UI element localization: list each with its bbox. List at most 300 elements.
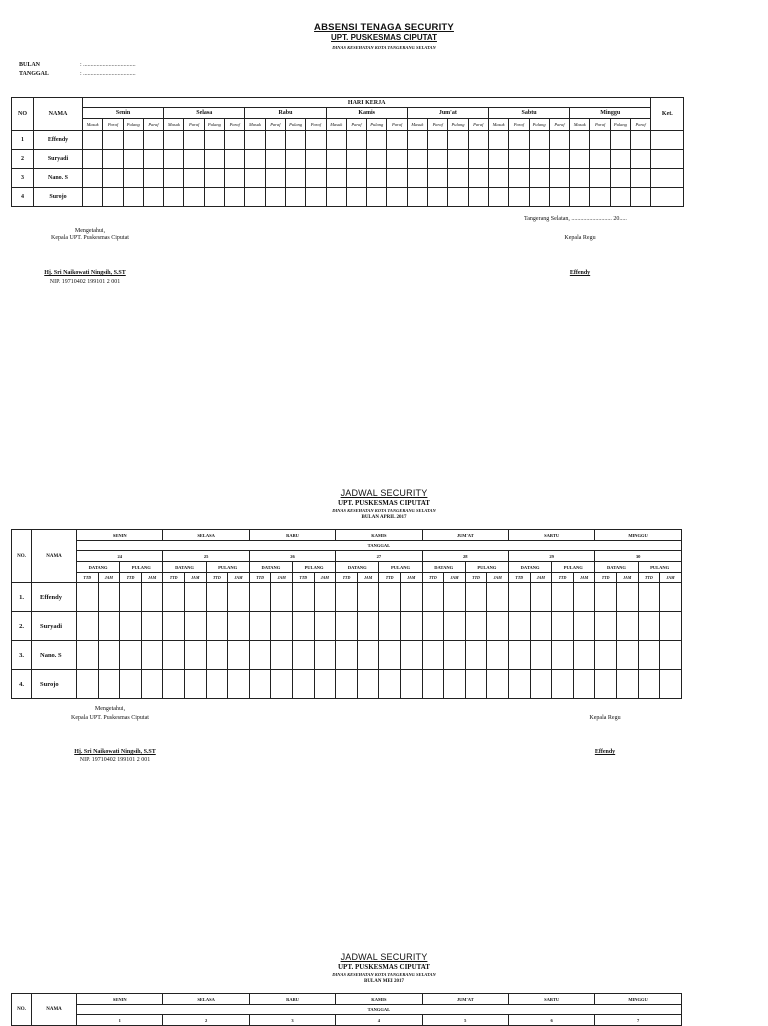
schedule-cell[interactable] <box>660 641 682 670</box>
schedule-cell[interactable] <box>638 612 660 641</box>
schedule-cell[interactable] <box>141 583 163 612</box>
attendance-cell[interactable] <box>123 150 143 169</box>
schedule-cell[interactable] <box>508 641 530 670</box>
attendance-cell[interactable] <box>509 169 529 188</box>
attendance-cell[interactable] <box>570 188 590 207</box>
attendance-cell[interactable] <box>326 131 346 150</box>
schedule-cell[interactable] <box>98 612 120 641</box>
attendance-cell[interactable] <box>164 131 184 150</box>
attendance-cell[interactable] <box>590 169 610 188</box>
ttd-header: TTD <box>422 573 444 583</box>
schedule-cell[interactable] <box>77 583 99 612</box>
schedule-cell[interactable] <box>638 583 660 612</box>
schedule-cell[interactable] <box>271 583 293 612</box>
attendance-cell[interactable] <box>549 169 569 188</box>
schedule-cell[interactable] <box>141 670 163 699</box>
schedule-cell[interactable] <box>163 670 185 699</box>
schedule-cell[interactable] <box>573 612 595 641</box>
attendance-cell[interactable] <box>590 150 610 169</box>
schedule-cell[interactable] <box>314 641 336 670</box>
attendance-cell[interactable] <box>529 131 549 150</box>
date-header: 29 <box>508 551 594 562</box>
schedule-cell[interactable] <box>444 583 466 612</box>
attendance-cell[interactable] <box>184 131 204 150</box>
schedule-cell[interactable] <box>336 670 358 699</box>
schedule-cell[interactable] <box>292 670 314 699</box>
schedule-cell[interactable] <box>573 641 595 670</box>
schedule-cell[interactable] <box>595 612 617 641</box>
attendance-cell[interactable] <box>306 188 326 207</box>
datang-header: DATANG <box>249 562 292 573</box>
schedule-cell[interactable] <box>98 670 120 699</box>
attendance-cell[interactable] <box>225 169 245 188</box>
schedule-cell[interactable] <box>98 583 120 612</box>
attendance-cell[interactable] <box>529 188 549 207</box>
sign-right-name: Effendy <box>569 270 591 276</box>
attendance-cell[interactable] <box>367 169 387 188</box>
sub-header: Masuk <box>326 119 346 131</box>
day-header: Sabtu <box>488 108 569 119</box>
attendance-cell[interactable] <box>143 150 163 169</box>
schedule3-title: JADWAL SECURITY <box>340 952 428 962</box>
schedule-cell[interactable] <box>184 641 206 670</box>
schedule-cell[interactable] <box>336 583 358 612</box>
datang-header: DATANG <box>595 562 638 573</box>
schedule-cell[interactable] <box>444 641 466 670</box>
attendance-cell[interactable] <box>83 150 103 169</box>
row-no: 1. <box>12 583 32 612</box>
attendance-cell[interactable] <box>610 150 630 169</box>
date-header: 1 <box>77 1015 163 1026</box>
date-header: 24 <box>77 551 163 562</box>
attendance-cell[interactable] <box>367 131 387 150</box>
sub-header: Paraf <box>631 119 651 131</box>
attendance-cell[interactable] <box>488 150 508 169</box>
schedule-cell[interactable] <box>573 583 595 612</box>
sub-header: Masuk <box>245 119 265 131</box>
schedule-cell[interactable] <box>508 583 530 612</box>
attendance-cell[interactable] <box>103 150 123 169</box>
schedule-cell[interactable] <box>206 641 228 670</box>
field-tanggal-label: TANGGAL <box>19 71 49 77</box>
attendance-cell[interactable] <box>123 169 143 188</box>
sub-header: Pulang <box>610 119 630 131</box>
col-no-header: NO. <box>12 530 32 583</box>
attendance-cell[interactable] <box>306 131 326 150</box>
schedule-subtitle: UPT. PUSKESMAS CIPUTAT <box>338 499 430 507</box>
day-header: Senin <box>83 108 164 119</box>
jam-header: JAM <box>228 573 250 583</box>
schedule-cell[interactable] <box>141 612 163 641</box>
schedule-cell[interactable] <box>616 612 638 641</box>
attendance-cell[interactable] <box>387 188 407 207</box>
attendance-cell[interactable] <box>164 169 184 188</box>
attendance-cell[interactable] <box>143 188 163 207</box>
schedule-cell[interactable] <box>357 641 379 670</box>
schedule-cell[interactable] <box>184 612 206 641</box>
schedule-cell[interactable] <box>487 670 509 699</box>
schedule-cell[interactable] <box>530 641 552 670</box>
attendance-cell[interactable] <box>468 169 488 188</box>
schedule-cell[interactable] <box>379 641 401 670</box>
schedule-cell[interactable] <box>163 641 185 670</box>
jam-header: JAM <box>400 573 422 583</box>
day-header: SABTU <box>508 530 594 541</box>
schedule-cell[interactable] <box>595 641 617 670</box>
sub-header: Pulang <box>367 119 387 131</box>
pulang-header: PULANG <box>292 562 335 573</box>
col-nama-header: NAMA <box>32 994 77 1026</box>
field-bulan-label: BULAN <box>19 62 41 68</box>
schedule-cell[interactable] <box>314 612 336 641</box>
schedule-cell[interactable] <box>552 670 574 699</box>
attendance-cell[interactable] <box>265 150 285 169</box>
schedule-cell[interactable] <box>530 612 552 641</box>
attendance-cell[interactable] <box>123 188 143 207</box>
ttd-header: TTD <box>249 573 271 583</box>
sub-header: Pulang <box>529 119 549 131</box>
schedule-cell[interactable] <box>530 670 552 699</box>
sub-header: Pulang <box>448 119 468 131</box>
ttd-header: TTD <box>638 573 660 583</box>
attendance-cell[interactable] <box>468 131 488 150</box>
schedule-title: JADWAL SECURITY <box>340 488 428 498</box>
jam-header: JAM <box>487 573 509 583</box>
schedule3-agency: DINAS KESEHATAN KOTA TANGERANG SELATAN <box>332 972 436 977</box>
attendance-cell[interactable] <box>631 150 651 169</box>
attendance-cell[interactable] <box>570 131 590 150</box>
pulang-header: PULANG <box>120 562 163 573</box>
attendance-cell[interactable] <box>529 169 549 188</box>
schedule-cell[interactable] <box>465 641 487 670</box>
schedule-cell[interactable] <box>184 670 206 699</box>
schedule-cell[interactable] <box>379 612 401 641</box>
attendance-cell[interactable] <box>387 150 407 169</box>
attendance-cell[interactable] <box>387 169 407 188</box>
attendance-cell[interactable] <box>468 150 488 169</box>
table-row <box>12 583 682 612</box>
attendance-cell[interactable] <box>367 150 387 169</box>
schedule-cell[interactable] <box>336 612 358 641</box>
attendance-cell[interactable] <box>590 131 610 150</box>
attendance-cell[interactable] <box>285 169 305 188</box>
schedule-cell[interactable] <box>660 670 682 699</box>
schedule-cell[interactable] <box>465 583 487 612</box>
attendance-cell[interactable] <box>285 150 305 169</box>
attendance-cell[interactable] <box>367 188 387 207</box>
attendance-cell[interactable] <box>143 169 163 188</box>
sub-header: Paraf <box>184 119 204 131</box>
schedule-cell[interactable] <box>487 641 509 670</box>
schedule-cell[interactable] <box>595 583 617 612</box>
schedule-cell[interactable] <box>271 641 293 670</box>
ket-cell[interactable] <box>651 188 684 207</box>
schedule-cell[interactable] <box>292 612 314 641</box>
pulang-header: PULANG <box>638 562 681 573</box>
attendance-cell[interactable] <box>265 188 285 207</box>
field-tanggal-value: : ................................... <box>80 71 136 77</box>
row-no: 3. <box>12 641 32 670</box>
attendance-cell[interactable] <box>346 131 366 150</box>
schedule-cell[interactable] <box>184 583 206 612</box>
schedule-cell[interactable] <box>400 641 422 670</box>
schedule-cell[interactable] <box>249 641 271 670</box>
attendance-cell[interactable] <box>245 169 265 188</box>
schedule-cell[interactable] <box>465 612 487 641</box>
attendance-cell[interactable] <box>488 169 508 188</box>
schedule-cell[interactable] <box>228 612 250 641</box>
attendance-cell[interactable] <box>610 169 630 188</box>
schedule-cell[interactable] <box>120 641 142 670</box>
attendance-cell[interactable] <box>610 131 630 150</box>
attendance-cell[interactable] <box>265 169 285 188</box>
attendance-cell[interactable] <box>204 188 224 207</box>
attendance-cell[interactable] <box>509 150 529 169</box>
attendance-cell[interactable] <box>509 188 529 207</box>
attendance-cell[interactable] <box>509 131 529 150</box>
attendance-cell[interactable] <box>285 188 305 207</box>
sub-header: Pulang <box>123 119 143 131</box>
attendance-cell[interactable] <box>448 150 468 169</box>
ttd-header: TTD <box>163 573 185 583</box>
ket-cell[interactable] <box>651 131 684 150</box>
schedule-cell[interactable] <box>314 670 336 699</box>
col-no-header: NO <box>12 98 34 131</box>
ket-cell[interactable] <box>651 150 684 169</box>
attendance-cell[interactable] <box>143 131 163 150</box>
schedule-cell[interactable] <box>660 612 682 641</box>
schedule-cell[interactable] <box>638 670 660 699</box>
datang-header: DATANG <box>422 562 465 573</box>
attendance-cell[interactable] <box>346 169 366 188</box>
ttd-header: TTD <box>77 573 99 583</box>
attendance-cell[interactable] <box>488 188 508 207</box>
schedule-cell[interactable] <box>249 583 271 612</box>
attendance-cell[interactable] <box>428 150 448 169</box>
sub-header: Paraf <box>265 119 285 131</box>
day-header: MINGGU <box>595 530 681 541</box>
attendance-cell[interactable] <box>407 188 427 207</box>
attendance-cell[interactable] <box>346 188 366 207</box>
schedule-cell[interactable] <box>552 641 574 670</box>
schedule-cell[interactable] <box>77 612 99 641</box>
attendance-cell[interactable] <box>306 169 326 188</box>
attendance-cell[interactable] <box>103 131 123 150</box>
schedule-cell[interactable] <box>357 583 379 612</box>
attendance-cell[interactable] <box>245 150 265 169</box>
attendance-cell[interactable] <box>570 169 590 188</box>
schedule-cell[interactable] <box>422 612 444 641</box>
attendance-cell[interactable] <box>428 131 448 150</box>
attendance-cell[interactable] <box>306 150 326 169</box>
datang-header: DATANG <box>77 562 120 573</box>
schedule-cell[interactable] <box>98 641 120 670</box>
jam-header: JAM <box>573 573 595 583</box>
schedule-cell[interactable] <box>400 670 422 699</box>
row-no: 4. <box>12 670 32 699</box>
attendance-cell[interactable] <box>123 131 143 150</box>
schedule-cell[interactable] <box>228 583 250 612</box>
schedule3-subtitle: UPT. PUSKESMAS CIPUTAT <box>338 963 430 971</box>
schedule-cell[interactable] <box>487 612 509 641</box>
attendance-cell[interactable] <box>184 169 204 188</box>
schedule-cell[interactable] <box>616 583 638 612</box>
attendance-cell[interactable] <box>346 150 366 169</box>
day-header: JUM'AT <box>422 994 508 1005</box>
schedule-cell[interactable] <box>573 670 595 699</box>
attendance-cell[interactable] <box>103 188 123 207</box>
schedule-cell[interactable] <box>422 583 444 612</box>
attendance-cell[interactable] <box>326 169 346 188</box>
attendance-cell[interactable] <box>631 131 651 150</box>
schedule-cell[interactable] <box>120 612 142 641</box>
schedule-cell[interactable] <box>465 670 487 699</box>
schedule-cell[interactable] <box>616 641 638 670</box>
schedule-cell[interactable] <box>357 670 379 699</box>
schedule-cell[interactable] <box>249 612 271 641</box>
schedule-cell[interactable] <box>422 641 444 670</box>
table-row <box>12 670 682 699</box>
attendance-cell[interactable] <box>164 150 184 169</box>
attendance-cell[interactable] <box>326 150 346 169</box>
doc-agency: DINAS KESEHATAN KOTA TANGERANG SELATAN <box>332 45 436 50</box>
schedule-cell[interactable] <box>120 583 142 612</box>
attendance-cell[interactable] <box>285 131 305 150</box>
attendance-cell[interactable] <box>448 188 468 207</box>
attendance-cell[interactable] <box>529 150 549 169</box>
row-no: 3 <box>12 169 34 188</box>
schedule-cell[interactable] <box>141 641 163 670</box>
attendance-cell[interactable] <box>590 188 610 207</box>
attendance-cell[interactable] <box>184 188 204 207</box>
sign2-right-name: Effendy <box>594 749 616 755</box>
schedule-cell[interactable] <box>249 670 271 699</box>
attendance-cell[interactable] <box>428 169 448 188</box>
attendance-cell[interactable] <box>570 150 590 169</box>
attendance-cell[interactable] <box>387 131 407 150</box>
attendance-cell[interactable] <box>468 188 488 207</box>
sub-header: Paraf <box>225 119 245 131</box>
attendance-cell[interactable] <box>103 169 123 188</box>
attendance-cell[interactable] <box>407 169 427 188</box>
sign2-left-nip: NIP. 19710402 199101 2 001 <box>79 757 151 763</box>
schedule-cell[interactable] <box>228 641 250 670</box>
attendance-cell[interactable] <box>428 188 448 207</box>
pulang-header: PULANG <box>465 562 508 573</box>
attendance-cell[interactable] <box>265 131 285 150</box>
schedule-cell[interactable] <box>163 612 185 641</box>
attendance-cell[interactable] <box>204 150 224 169</box>
sign-left-line2: Kepala UPT. Puskesmas Ciputat <box>51 235 129 241</box>
schedule-cell[interactable] <box>444 612 466 641</box>
date-header: 3 <box>249 1015 335 1026</box>
schedule-cell[interactable] <box>120 670 142 699</box>
attendance-cell[interactable] <box>225 188 245 207</box>
schedule-cell[interactable] <box>422 670 444 699</box>
ket-cell[interactable] <box>651 169 684 188</box>
schedule-cell[interactable] <box>206 670 228 699</box>
schedule-cell[interactable] <box>77 670 99 699</box>
schedule-cell[interactable] <box>163 583 185 612</box>
attendance-cell[interactable] <box>407 131 427 150</box>
schedule-cell[interactable] <box>357 612 379 641</box>
ttd-header: TTD <box>552 573 574 583</box>
schedule-cell[interactable] <box>530 583 552 612</box>
schedule-month: BULAN APRIL 2017 <box>361 515 407 520</box>
schedule-cell[interactable] <box>206 583 228 612</box>
schedule-cell[interactable] <box>379 670 401 699</box>
schedule-cell[interactable] <box>508 670 530 699</box>
attendance-cell[interactable] <box>245 131 265 150</box>
attendance-cell[interactable] <box>448 169 468 188</box>
schedule-cell[interactable] <box>552 583 574 612</box>
schedule-cell[interactable] <box>508 612 530 641</box>
attendance-cell[interactable] <box>204 169 224 188</box>
schedule-cell[interactable] <box>314 583 336 612</box>
sign2-left-line1: Mengetahui, <box>94 706 126 712</box>
attendance-cell[interactable] <box>204 131 224 150</box>
attendance-cell[interactable] <box>225 150 245 169</box>
schedule-cell[interactable] <box>77 641 99 670</box>
row-name: Surojo <box>34 188 83 207</box>
attendance-cell[interactable] <box>610 188 630 207</box>
attendance-cell[interactable] <box>326 188 346 207</box>
ttd-header: TTD <box>595 573 617 583</box>
schedule-cell[interactable] <box>616 670 638 699</box>
attendance-cell[interactable] <box>448 131 468 150</box>
attendance-cell[interactable] <box>83 188 103 207</box>
schedule-cell[interactable] <box>638 641 660 670</box>
jam-header: JAM <box>184 573 206 583</box>
day-header: SABTU <box>508 994 594 1005</box>
schedule-cell[interactable] <box>228 670 250 699</box>
schedule-cell[interactable] <box>292 641 314 670</box>
schedule-cell[interactable] <box>400 612 422 641</box>
date-header: 27 <box>336 551 422 562</box>
schedule-cell[interactable] <box>292 583 314 612</box>
pulang-header: PULANG <box>206 562 249 573</box>
col-ket-header: Ket. <box>651 98 684 131</box>
attendance-cell[interactable] <box>164 188 184 207</box>
attendance-cell[interactable] <box>488 131 508 150</box>
attendance-cell[interactable] <box>83 131 103 150</box>
day-header: SENIN <box>77 994 163 1005</box>
table-row <box>12 169 684 188</box>
schedule-cell[interactable] <box>595 670 617 699</box>
attendance-cell[interactable] <box>407 150 427 169</box>
schedule-cell[interactable] <box>271 612 293 641</box>
schedule-cell[interactable] <box>206 612 228 641</box>
attendance-cell[interactable] <box>631 169 651 188</box>
attendance-cell[interactable] <box>549 131 569 150</box>
schedule-cell[interactable] <box>271 670 293 699</box>
schedule-cell[interactable] <box>379 583 401 612</box>
attendance-cell[interactable] <box>631 188 651 207</box>
schedule-cell[interactable] <box>660 583 682 612</box>
schedule-cell[interactable] <box>552 612 574 641</box>
attendance-cell[interactable] <box>184 150 204 169</box>
attendance-cell[interactable] <box>83 169 103 188</box>
attendance-cell[interactable] <box>245 188 265 207</box>
schedule-cell[interactable] <box>444 670 466 699</box>
jam-header: JAM <box>271 573 293 583</box>
schedule-cell[interactable] <box>487 583 509 612</box>
attendance-cell[interactable] <box>549 150 569 169</box>
attendance-cell[interactable] <box>549 188 569 207</box>
schedule-cell[interactable] <box>400 583 422 612</box>
attendance-cell[interactable] <box>225 131 245 150</box>
schedule-cell[interactable] <box>336 641 358 670</box>
